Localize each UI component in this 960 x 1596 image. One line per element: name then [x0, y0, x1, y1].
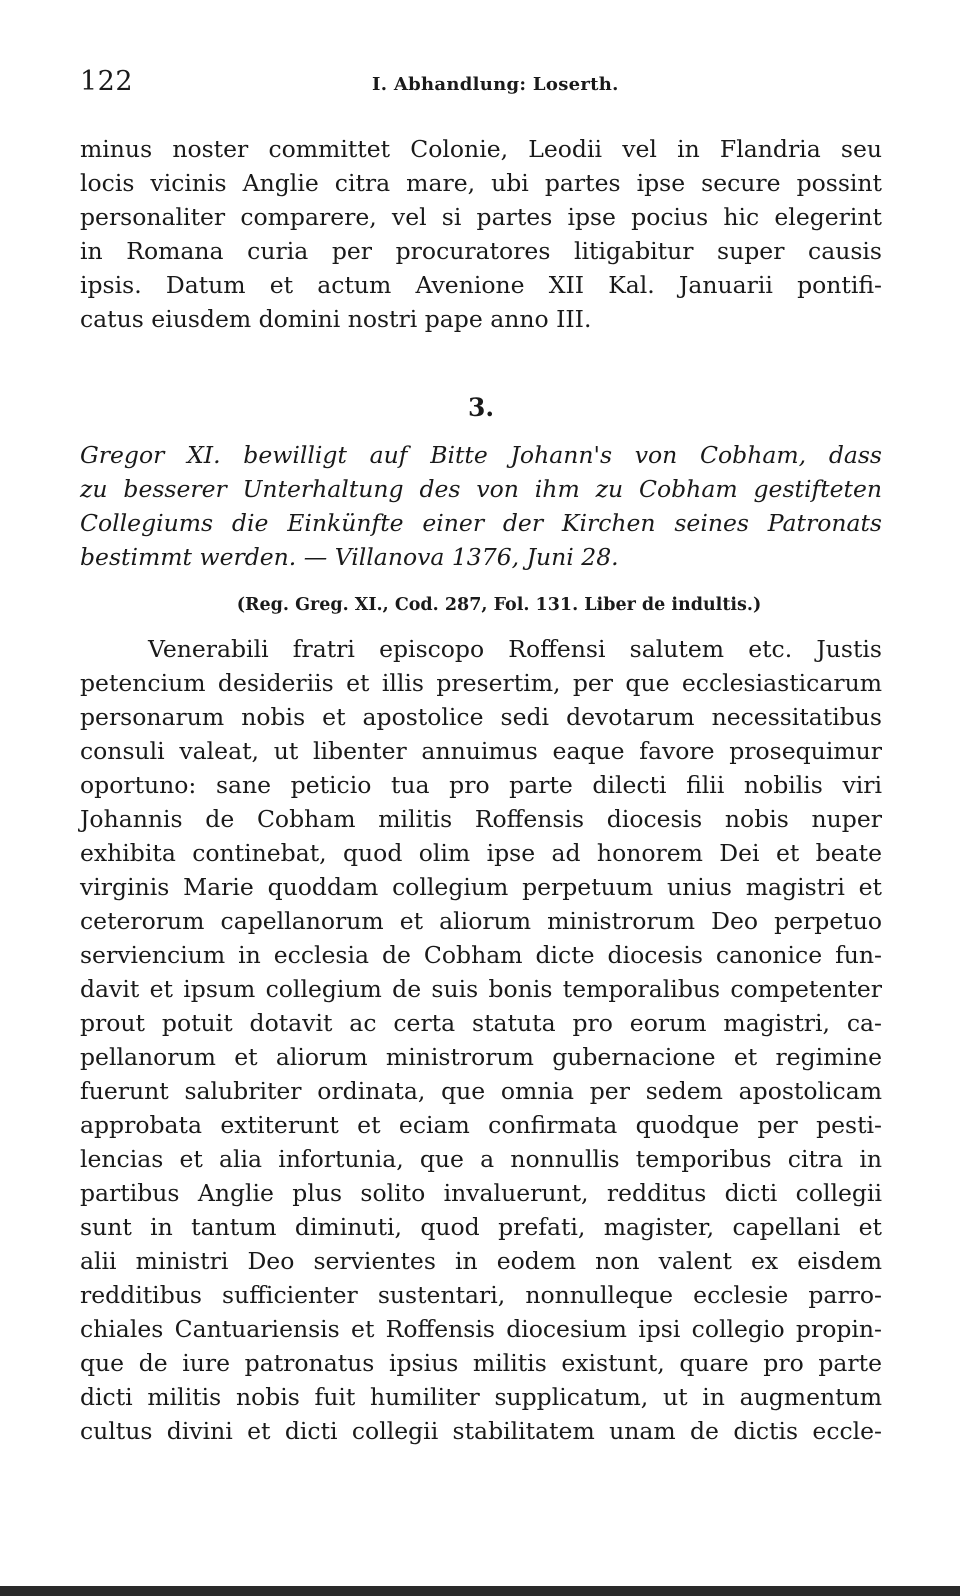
- regest-summary: [80, 438, 882, 574]
- text-line: serviencium in ecclesia de Cobham dicte diocesis canonice fun-: [80, 941, 882, 969]
- text-line: petencium desideriis et illis presertim, per que ecclesiasticarum: [80, 669, 882, 697]
- text-line: alii ministri Deo servientes in eodem non valent ex eisdem: [80, 1247, 882, 1275]
- running-title: I. Abhandlung: Loserth.: [372, 74, 619, 95]
- intro-paragraph: [80, 132, 882, 336]
- running-head: [80, 58, 882, 98]
- text-line: catus eiusdem domini nostri pape anno III.: [80, 305, 592, 333]
- section-number: 3.: [467, 393, 495, 422]
- text-line: cultus divini et dicti collegii stabilitatem unam de dictis eccle-: [80, 1417, 882, 1445]
- regest-line: bestimmt werden. — Villanova 1376, Juni 28.: [80, 543, 619, 571]
- scan-bottom-edge: [0, 1586, 960, 1596]
- text-line: partibus Anglie plus solito invaluerunt, redditus dicti collegii: [80, 1179, 882, 1207]
- regest-line: zu besserer Unterhaltung des von ihm zu Cobham gestifteten: [80, 475, 882, 503]
- page-number: 122: [80, 66, 134, 97]
- regest-line: Collegiums die Einkünfte einer der Kirchen seines Patronats: [80, 509, 882, 537]
- text-line: redditibus sufficienter sustentari, nonnulleque ecclesie parro-: [80, 1281, 882, 1309]
- book-page: [80, 58, 882, 1448]
- document-paragraph: [80, 632, 882, 1448]
- text-line: in Romana curia per procuratores litigabitur super causis: [80, 237, 882, 265]
- text-line: davit et ipsum collegium de suis bonis temporalibus competenter: [80, 975, 882, 1003]
- regest-line: Gregor XI. bewilligt auf Bitte Johann's von Cobham, dass: [80, 441, 882, 469]
- text-line: que de iure patronatus ipsius militis existunt, quare pro parte: [80, 1349, 882, 1377]
- text-line: pellanorum et aliorum ministrorum gubernacione et regimine: [80, 1043, 882, 1071]
- text-line: sunt in tantum diminuti, quod prefati, magister, capellani et: [80, 1213, 882, 1241]
- text-line: lencias et alia infortunia, que a nonnullis temporibus citra in: [80, 1145, 882, 1173]
- text-line: locis vicinis Anglie citra mare, ubi partes ipse secure possint: [80, 169, 882, 197]
- text-line: ceterorum capellanorum et aliorum ministrorum Deo perpetuo: [80, 907, 882, 935]
- text-line: personarum nobis et apostolice sedi devotarum necessitatibus: [80, 703, 882, 731]
- text-line: minus noster committet Colonie, Leodii vel in Flandria seu: [80, 135, 882, 163]
- text-line: consuli valeat, ut libenter annuimus eaque favore prosequimur: [80, 737, 882, 765]
- text-line: approbata extiterunt et eciam confirmata quodque per pesti-: [80, 1111, 882, 1139]
- text-line: Venerabili fratri episcopo Roffensi salutem etc. Justis: [148, 635, 882, 663]
- text-line: chiales Cantuariensis et Roffensis diocesium ipsi collegio propin-: [80, 1315, 882, 1343]
- text-line: exhibita continebat, quod olim ipse ad honorem Dei et beate: [80, 839, 882, 867]
- text-line: prout potuit dotavit ac certa statuta pro eorum magistri, ca-: [80, 1009, 882, 1037]
- text-line: virginis Marie quoddam collegium perpetuum unius magistri et: [80, 873, 882, 901]
- text-line: fuerunt salubriter ordinata, que omnia per sedem apostolicam: [80, 1077, 882, 1105]
- source-citation: (Reg. Greg. XI., Cod. 287, Fol. 131. Liber de indultis.): [236, 595, 762, 615]
- text-line: Johannis de Cobham militis Roffensis diocesis nobis nuper: [80, 805, 882, 833]
- text-line: dicti militis nobis fuit humiliter supplicatum, ut in augmentum: [80, 1383, 882, 1411]
- text-line: personaliter comparere, vel si partes ipse pocius hic elegerint: [80, 203, 882, 231]
- text-line: ipsis. Datum et actum Avenione XII Kal. Januarii pontifi-: [80, 271, 882, 299]
- text-line: oportuno: sane peticio tua pro parte dilecti filii nobilis viri: [80, 771, 882, 799]
